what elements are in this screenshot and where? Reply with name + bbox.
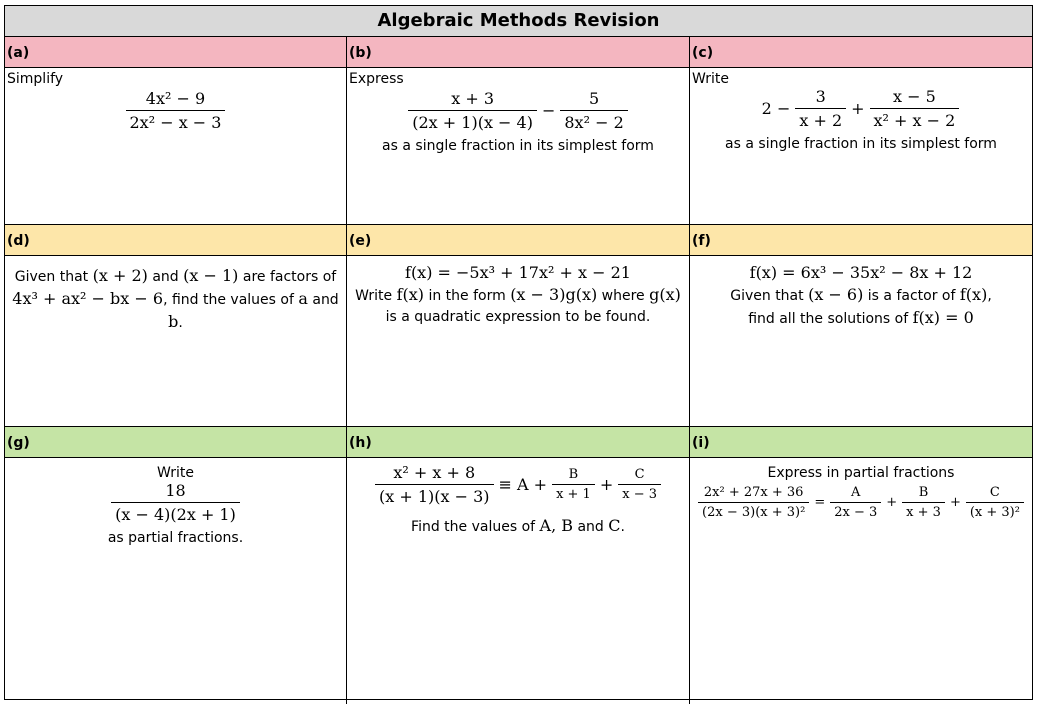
text-span: is a factor of — [867, 288, 956, 304]
numerator: 5 — [588, 89, 600, 108]
math-span: g(x) — [649, 285, 681, 304]
math-span: f(x) — [959, 285, 988, 304]
question-g — [5, 458, 347, 704]
text-span: Given that — [730, 288, 804, 304]
question-c — [690, 68, 1032, 224]
text-span: find all the solutions of — [748, 311, 909, 327]
fraction-a — [126, 89, 226, 132]
fraction-c2 — [870, 87, 960, 130]
text-span: Given that — [14, 269, 89, 285]
row-body-def — [5, 256, 1032, 427]
math-span: (x − 6) — [808, 285, 864, 304]
fraction-g — [111, 481, 240, 524]
numerator: C — [989, 485, 1000, 500]
fraction-c1 — [795, 87, 846, 130]
label-h: (h) — [347, 427, 690, 457]
numerator: 3 — [815, 87, 826, 106]
label-f: (f) — [692, 233, 711, 249]
expr-g — [7, 481, 344, 524]
numerator: 4x² − 9 — [145, 89, 206, 108]
denominator: x − 3 — [618, 484, 661, 502]
eq-e: f(x) = −5x³ + 17x² + x − 21 — [405, 263, 631, 282]
question-a — [5, 68, 347, 224]
fraction-i3 — [902, 485, 945, 520]
text-span: where — [601, 288, 645, 304]
text-span: are factors of — [242, 269, 337, 285]
fraction-h2 — [552, 467, 595, 502]
intro-a: Simplify — [7, 71, 64, 87]
fraction-h1 — [375, 463, 494, 506]
numerator: C — [634, 467, 645, 482]
denominator: (2x − 3)(x + 3)² — [698, 502, 809, 520]
math-span: (x + 2) — [92, 266, 148, 285]
denominator: (x + 3)² — [966, 502, 1024, 520]
math-span: (x − 1) — [183, 266, 239, 285]
label-d: (d) — [5, 225, 347, 255]
numerator: A — [851, 485, 861, 500]
math-span: C — [608, 516, 621, 535]
numerator: 18 — [165, 481, 186, 500]
plus-sign: + — [851, 99, 865, 118]
expr-a — [7, 89, 344, 132]
lead-term: 2 − — [761, 99, 791, 118]
denominator: (x − 4)(2x + 1) — [111, 502, 240, 524]
numerator: x + 3 — [451, 89, 494, 108]
denominator: (x + 1)(x − 3) — [375, 484, 494, 506]
fraction-i1 — [698, 485, 809, 520]
text-e — [349, 284, 687, 328]
label-e: (e) — [347, 225, 690, 255]
intro-i: Express in partial fractions — [767, 465, 955, 481]
intro-c: Write — [692, 71, 729, 87]
minus-sign: − — [541, 101, 556, 120]
row-header-ghi — [5, 427, 1032, 458]
text-span: and — [577, 519, 604, 535]
footer-h — [349, 516, 687, 535]
fraction-i4 — [966, 485, 1024, 520]
row-body-abc — [5, 68, 1032, 225]
text-f — [692, 284, 1030, 330]
plus-sign: + — [886, 495, 898, 510]
denominator: (2x + 1)(x − 4) — [408, 110, 537, 132]
text-span: . — [620, 519, 625, 535]
footer-g: as partial fractions. — [107, 530, 244, 546]
denominator: x + 2 — [795, 108, 846, 130]
row-header-def — [5, 225, 1032, 256]
fraction-h3 — [618, 467, 661, 502]
equiv-term: ≡ A + — [498, 475, 548, 494]
label-b: (b) — [347, 37, 690, 67]
text-span: Find the values of — [411, 519, 536, 535]
plus-sign: + — [949, 495, 961, 510]
fraction-b1 — [408, 89, 537, 132]
question-i — [690, 458, 1032, 704]
denominator: x + 1 — [552, 484, 595, 502]
row-body-ghi — [5, 458, 1032, 704]
label-g: (g) — [5, 427, 347, 457]
fraction-i2 — [830, 485, 881, 520]
label-a: (a) — [5, 37, 347, 67]
numerator: B — [568, 467, 579, 482]
text-span: and — [312, 292, 339, 308]
numerator: 2x² + 27x + 36 — [703, 485, 804, 500]
equals-sign: = — [814, 495, 826, 510]
footer-c: as a single fraction in its simplest form — [725, 136, 997, 152]
text-span: , — [987, 288, 992, 304]
question-b — [347, 68, 690, 224]
question-e — [347, 256, 690, 426]
text-span: and — [152, 269, 179, 285]
expr-i — [692, 485, 1030, 520]
denominator: x + 3 — [902, 502, 945, 520]
intro-g: Write — [157, 465, 194, 481]
label-c: (c) — [692, 45, 714, 61]
fraction-b2 — [560, 89, 627, 132]
math-span: b — [168, 312, 179, 331]
math-span: a — [298, 289, 308, 308]
worksheet — [4, 5, 1033, 700]
numerator: B — [918, 485, 929, 500]
numerator: x² + x + 8 — [393, 463, 476, 482]
denominator: 2x − 3 — [830, 502, 881, 520]
row-header-abc — [5, 37, 1032, 68]
numerator: x − 5 — [893, 87, 936, 106]
label-i: (i) — [692, 435, 710, 451]
denominator: x² + x − 2 — [870, 108, 960, 130]
question-d — [5, 256, 347, 426]
intro-b: Express — [349, 71, 404, 87]
denominator: 2x² − x − 3 — [126, 110, 226, 132]
text-span: in the form — [428, 288, 506, 304]
text-d — [7, 265, 344, 334]
expr-c — [692, 87, 1030, 130]
math-span: f(x) — [396, 285, 424, 304]
text-span: , find the values of — [163, 292, 294, 308]
question-f — [690, 256, 1032, 426]
text-span: Write — [355, 288, 393, 304]
math-span: f(x) = 0 — [912, 308, 974, 327]
text-span: is a quadratic expression to be found. — [385, 309, 651, 325]
eq-f: f(x) = 6x³ − 35x² − 8x + 12 — [749, 263, 973, 282]
question-h — [347, 458, 690, 704]
plus-sign: + — [599, 475, 614, 494]
math-span: A, B — [539, 516, 574, 535]
footer-b: as a single fraction in its simplest form — [382, 138, 654, 154]
page-title: Algebraic Methods Revision — [5, 6, 1032, 37]
math-span: (x − 3)g(x) — [510, 285, 598, 304]
expr-b — [349, 89, 687, 132]
denominator: 8x² − 2 — [560, 110, 627, 132]
math-span: 4x³ + ax² − bx − 6 — [12, 289, 164, 308]
expr-h — [349, 463, 687, 506]
text-span: . — [178, 315, 183, 331]
